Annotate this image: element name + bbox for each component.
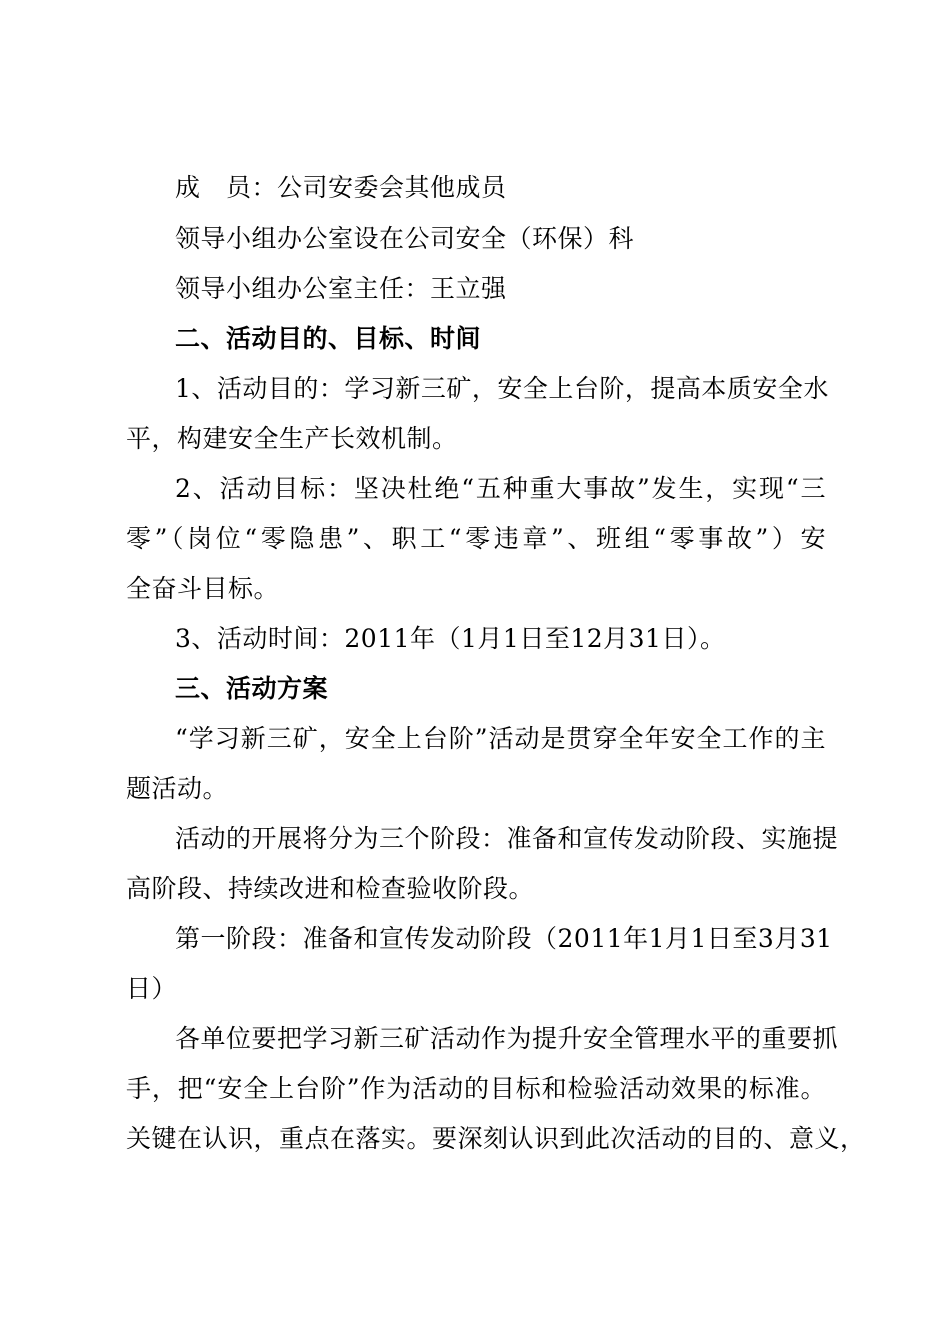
office-location-line: 领导小组办公室设在公司安全（环保）科: [175, 224, 635, 253]
paragraph-line: 关键在认识，重点在落实。要深刻认识到此次活动的目的、意义，: [126, 1124, 866, 1153]
paragraph-line: 零”（岗位“零隐患”、职工“零违章”、班组“零事故”）安: [126, 524, 826, 553]
paragraph-line: 全奋斗目标。: [126, 574, 280, 603]
paragraph-line: 3、活动时间：2011年（1月1日至12月31日）。: [175, 624, 726, 653]
paragraph-line: 题活动。: [126, 774, 229, 803]
member-line: 成 员：公司安委会其他成员: [175, 173, 507, 202]
paragraph-line: 平，构建安全生产长效机制。: [126, 424, 458, 453]
section-heading-plan: 三、活动方案: [175, 674, 329, 703]
paragraph-line: 1、活动目的：学习新三矿，安全上台阶，提高本质安全水: [175, 374, 829, 403]
paragraph-line: 2、活动目标：坚决杜绝“五种重大事故”发生，实现“三: [175, 474, 826, 503]
paragraph-line: 手，把“安全上台阶”作为活动的目标和检验活动效果的标准。: [126, 1074, 826, 1103]
section-heading-goals: 二、活动目的、目标、时间: [175, 324, 482, 353]
phase-one-heading: 第一阶段：准备和宣传发动阶段（2011年1月1日至3月31: [175, 924, 833, 953]
paragraph-line: “学习新三矿，安全上台阶”活动是贯穿全年安全工作的主: [175, 724, 826, 753]
office-director-line: 领导小组办公室主任：王立强: [175, 274, 507, 303]
paragraph-line: 高阶段、持续改进和检查验收阶段。: [126, 874, 535, 903]
paragraph-line: 日）: [126, 974, 178, 1003]
paragraph-line: 各单位要把学习新三矿活动作为提升安全管理水平的重要抓: [175, 1024, 839, 1053]
paragraph-line: 活动的开展将分为三个阶段：准备和宣传发动阶段、实施提: [175, 824, 839, 853]
